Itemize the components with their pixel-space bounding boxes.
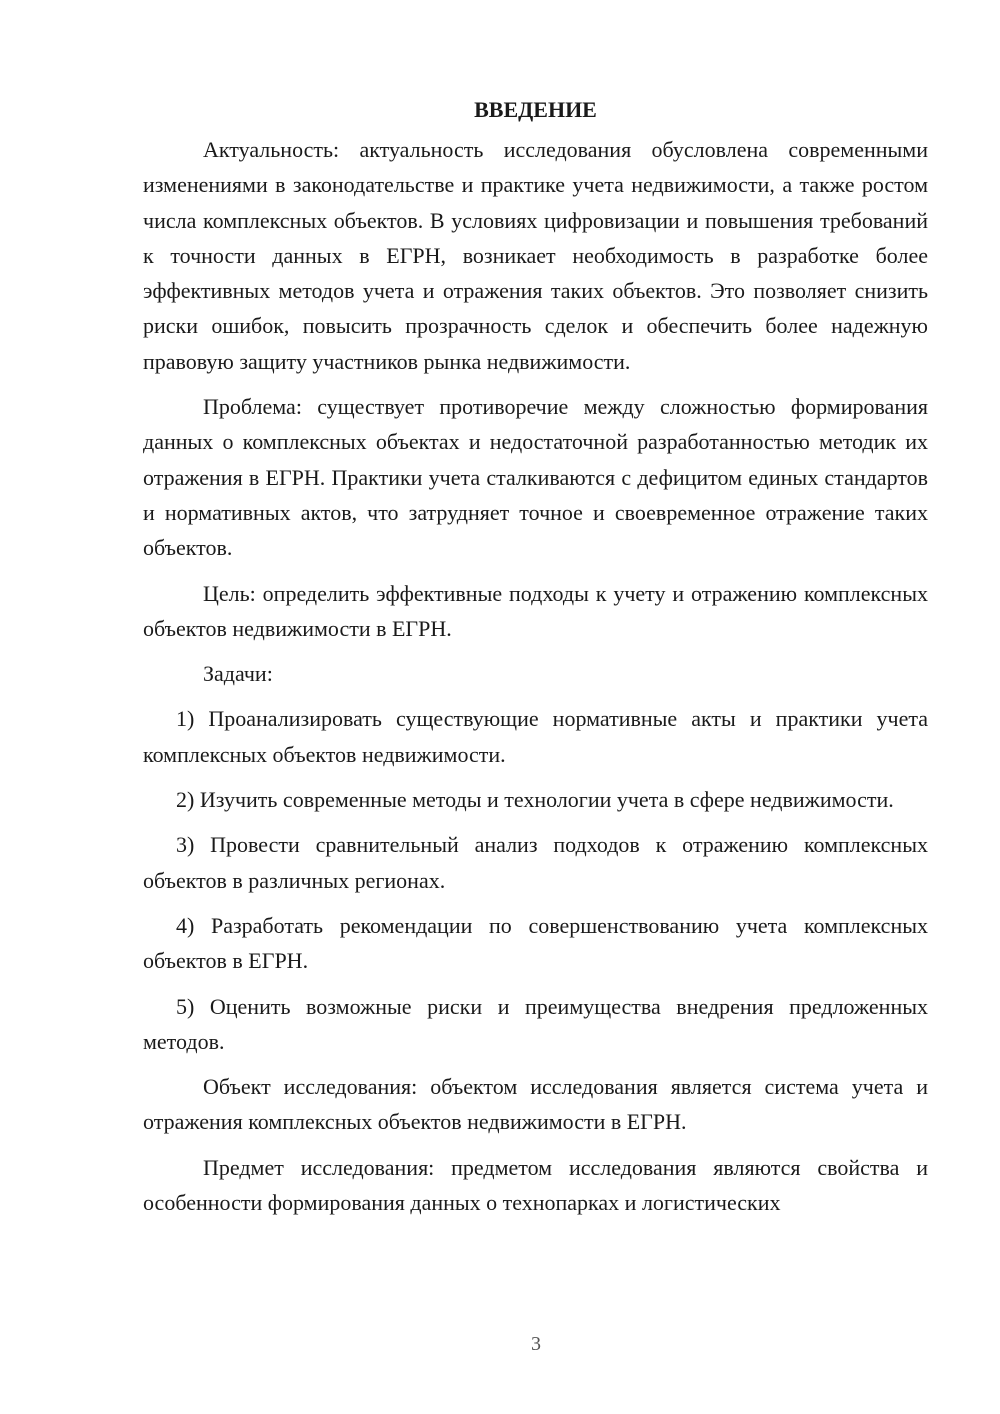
section-title: ВВЕДЕНИЕ bbox=[474, 97, 597, 122]
page-content bbox=[143, 92, 928, 1230]
paragraph-subject: Предмет исследования: предметом исследования являются свойства и особенности формирования данных о технопарках и логистических bbox=[143, 1154, 928, 1216]
task-item-3: 3) Провести сравнительный анализ подходов к отражению комплексных объектов в различных регионах. bbox=[143, 832, 928, 893]
page-number: 3 bbox=[531, 1333, 541, 1355]
task-item-1: 1) Проанализировать существующие нормативные акты и практики учета комплексных объектов недвижимости. bbox=[143, 706, 928, 767]
task-item-5: 5) Оценить возможные риски и преимущества внедрения предложенных методов. bbox=[143, 993, 928, 1054]
tasks-heading: Задачи: bbox=[203, 661, 273, 687]
task-item-4: 4) Разработать рекомендации по совершенствованию учета комплексных объектов в ЕГРН. bbox=[143, 912, 928, 974]
paragraph-object: Объект исследования: объектом исследования является система учета и отражения комплексных объектов недвижимости в ЕГРН. bbox=[143, 1074, 928, 1135]
paragraph-problem: Проблема: существует противоречие между сложностью формирования данных о комплексных объектах и недостаточной разработанностью методик их отражения в ЕГРН. Практики учета сталкиваются с дефицитом единых стандартов и нормативных актов, что затрудняет точное и своевременное отражение таких объектов. bbox=[143, 394, 928, 561]
paragraph-goal: Цель: определить эффективные подходы к учету и отражению комплексных объектов недвижимости в ЕГРН. bbox=[143, 580, 928, 641]
paragraph-relevance: Актуальность: актуальность исследования обусловлена современными изменениями в законодательстве и практике учета недвижимости, а также ростом числа комплексных объектов. В условиях цифровизации и повышения требований к точности данных в ЕГРН, возникает необходимость в разработке более эффективных методов учета и отражения таких объектов. Это позволяет снизить риски ошибок, повысить прозрачность сделок и обеспечить более надежную правовую защиту участников рынка недвижимости. bbox=[143, 137, 928, 374]
task-item-2: 2) Изучить современные методы и технологии учета в сфере недвижимости. bbox=[176, 787, 894, 813]
